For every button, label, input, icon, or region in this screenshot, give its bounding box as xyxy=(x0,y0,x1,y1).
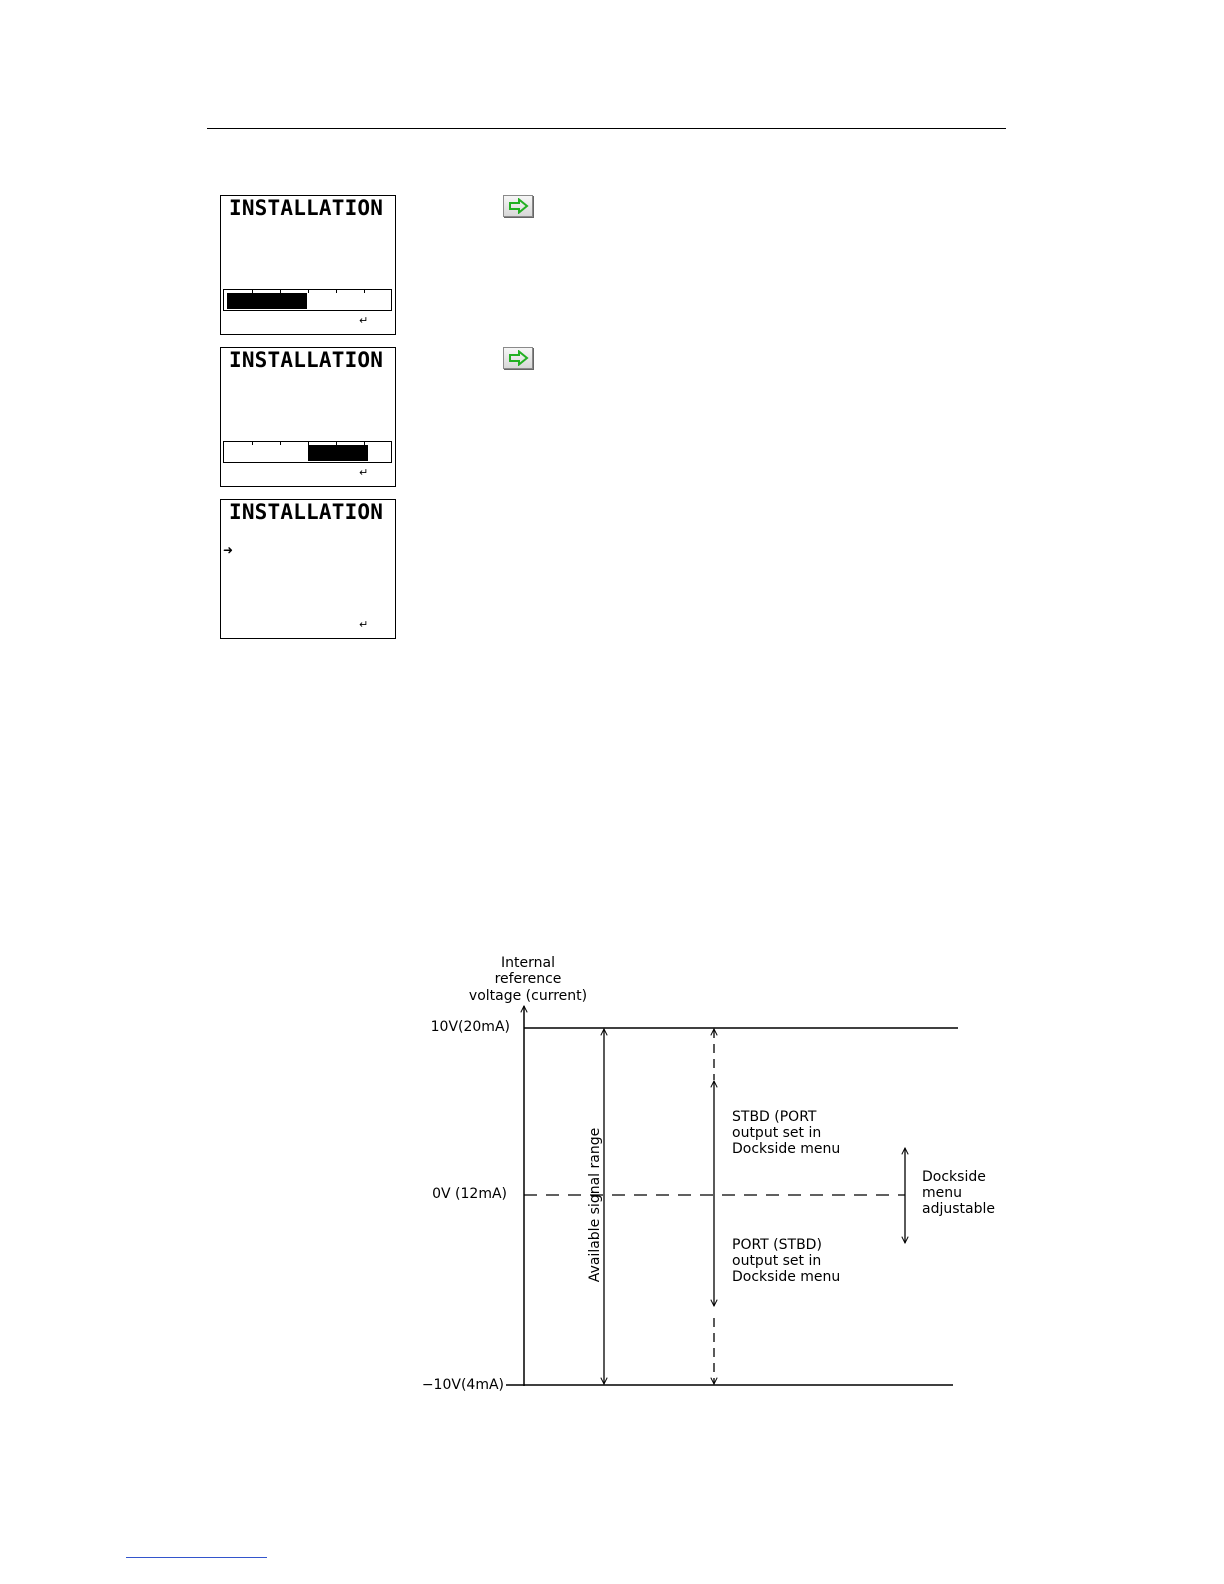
y-axis-label-line: voltage (current) xyxy=(468,988,588,1004)
stbd-label-line: output set in xyxy=(732,1125,822,1141)
stbd-label-line: STBD (PORT xyxy=(732,1109,817,1125)
lcd-screen-1 xyxy=(220,195,396,335)
level-label-mid: 0V (12mA) xyxy=(432,1186,507,1202)
next-button[interactable] xyxy=(503,347,533,369)
bar-tick xyxy=(280,441,281,445)
bar-tick xyxy=(252,441,253,445)
port-label-line: Dockside menu xyxy=(732,1269,841,1285)
signal-range-diagram xyxy=(0,940,1224,1400)
footer-link-rule xyxy=(126,1557,267,1558)
level-label-top: 10V(20mA) xyxy=(430,1019,510,1035)
stbd-label-line: Dockside menu xyxy=(732,1141,841,1157)
y-axis-label-line: Internal xyxy=(501,955,555,971)
lcd-title: INSTALLATION xyxy=(229,196,384,220)
port-label-line: PORT (STBD) xyxy=(732,1237,822,1253)
next-arrow-icon xyxy=(508,350,530,366)
dockside-label-line: adjustable xyxy=(922,1201,995,1217)
level-label-bottom: −10V(4mA) xyxy=(421,1377,504,1393)
bar-tick xyxy=(308,441,309,445)
lcd-title: INSTALLATION xyxy=(229,348,384,372)
bar-tick xyxy=(280,289,281,293)
dockside-label-line: Dockside xyxy=(922,1169,986,1185)
header-rule xyxy=(207,128,1006,129)
bar-tick xyxy=(308,289,309,293)
return-arrow-icon: ↵ xyxy=(359,466,369,479)
next-button[interactable] xyxy=(503,195,533,217)
progress-bar-fill xyxy=(227,293,307,309)
right-arrow-icon: ➜ xyxy=(223,543,234,557)
progress-bar xyxy=(223,441,392,463)
progress-bar xyxy=(223,289,392,311)
port-label-line: output set in xyxy=(732,1253,822,1269)
bar-tick xyxy=(336,289,337,293)
progress-bar-fill xyxy=(308,445,368,461)
dockside-label-line: menu xyxy=(922,1185,962,1201)
bar-tick xyxy=(364,289,365,293)
bar-tick xyxy=(252,289,253,293)
next-arrow-icon xyxy=(508,198,530,214)
bar-tick xyxy=(336,441,337,445)
return-arrow-icon: ↵ xyxy=(359,618,369,631)
available-range-label: Available signal range xyxy=(587,1127,603,1283)
lcd-screen-2 xyxy=(220,347,396,487)
bar-tick xyxy=(364,441,365,445)
return-arrow-icon: ↵ xyxy=(359,314,369,327)
lcd-title: INSTALLATION xyxy=(229,500,384,524)
y-axis-label-line: reference xyxy=(494,971,562,987)
lcd-screen-3 xyxy=(220,499,396,639)
